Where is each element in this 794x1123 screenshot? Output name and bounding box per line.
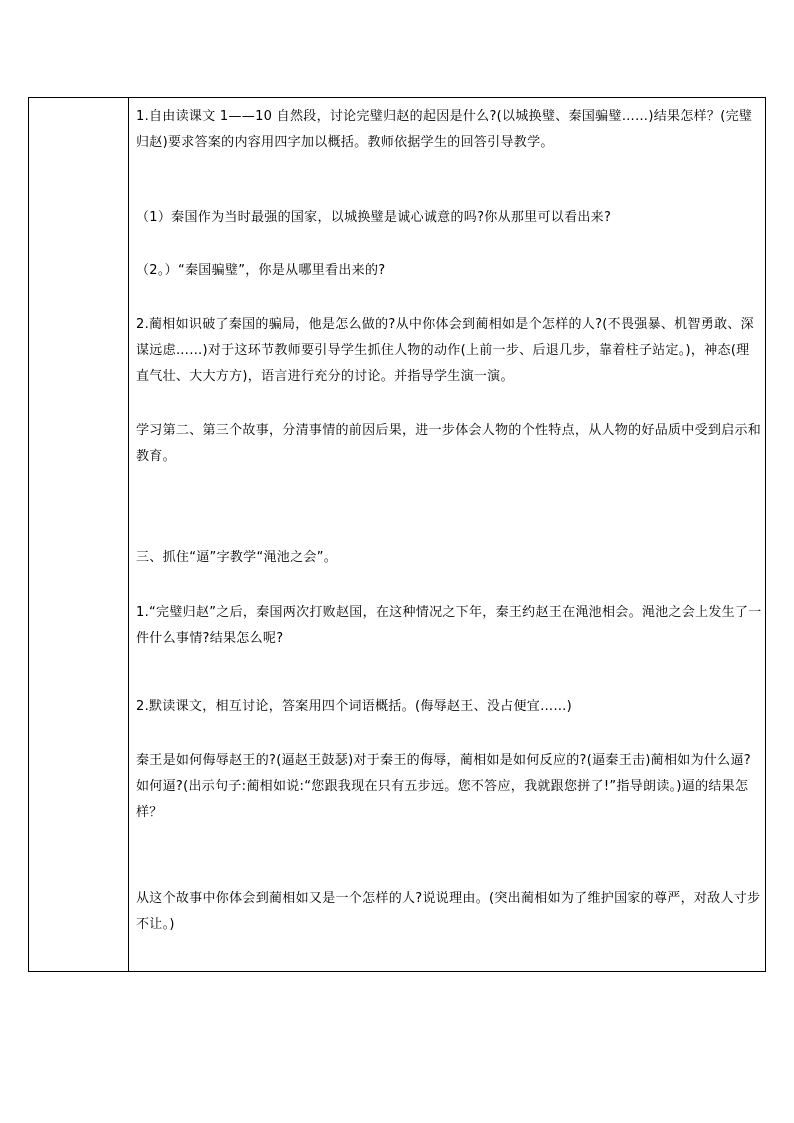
table-content-cell <box>129 98 765 971</box>
paragraph-study-stories: 学习第二、第三个故事，分清事情的前因后果，进一步体会人物的个性特点，从人物的好品质中受到启示和教育。 <box>136 423 762 464</box>
paragraph-question-1: （1）秦国作为当时最强的国家，以城换璧是诚心诚意的吗?你从那里可以看出来? <box>136 210 612 225</box>
lesson-plan-table <box>28 97 766 972</box>
paragraph-character-summary: 从这个故事中你体会到蔺相如又是一个怎样的人?说说理由。(突出蔺相如为了维护国家的尊严，对敌人寸步不让。) <box>136 891 761 932</box>
paragraph-insult-analysis: 秦王是如何侮辱赵王的?(逼赵王鼓瑟)对于秦王的侮辱，蔺相如是如何反应的?(逼秦王击)蔺相如为什么逼?如何逼?(出示句子:蔺相如说:“您跟我现在只有五步远。您不答应，我就跟您拼了!”指导朗读。)逼的结果怎样？ <box>136 753 751 820</box>
paragraph-discussion-1: 1.自由读课文 1——10 自然段，讨论完璧归赵的起因是什么?(以城换璧、秦国骗璧……)结果怎样？(完璧归赵)要求答案的内容用四字加以概括。教师依据学生的回答引导教学。 <box>136 109 753 150</box>
paragraph-mianchi-1: 1.“完璧归赵”之后，秦国两次打败赵国，在这种情况之下年，秦王约赵王在渑池相会。渑池之会上发生了一件什么事情?结果怎么呢? <box>136 605 762 646</box>
table-left-cell <box>29 98 129 971</box>
paragraph-mianchi-2: 2.默读课文，相互讨论，答案用四个词语概括。(侮辱赵王、没占便宜……) <box>136 699 573 714</box>
paragraph-section-three: 三、抓住“逼”字教学“渑池之会”。 <box>136 550 338 565</box>
paragraph-discussion-2: 2.蔺相如识破了秦国的骗局，他是怎么做的?从中你体会到蔺相如是个怎样的人?(不畏强暴、机智勇敢、深谋远虑……)对于这环节教师要引导学生抓住人物的动作(上前一步、后退几步，靠着柱子站定。)，神态(理直气壮、大大方方)，语言进行充分的讨论。并指导学生演一演。 <box>136 317 754 384</box>
paragraph-question-2: （2。）“秦国骗璧”，你是从哪里看出来的? <box>136 263 386 278</box>
